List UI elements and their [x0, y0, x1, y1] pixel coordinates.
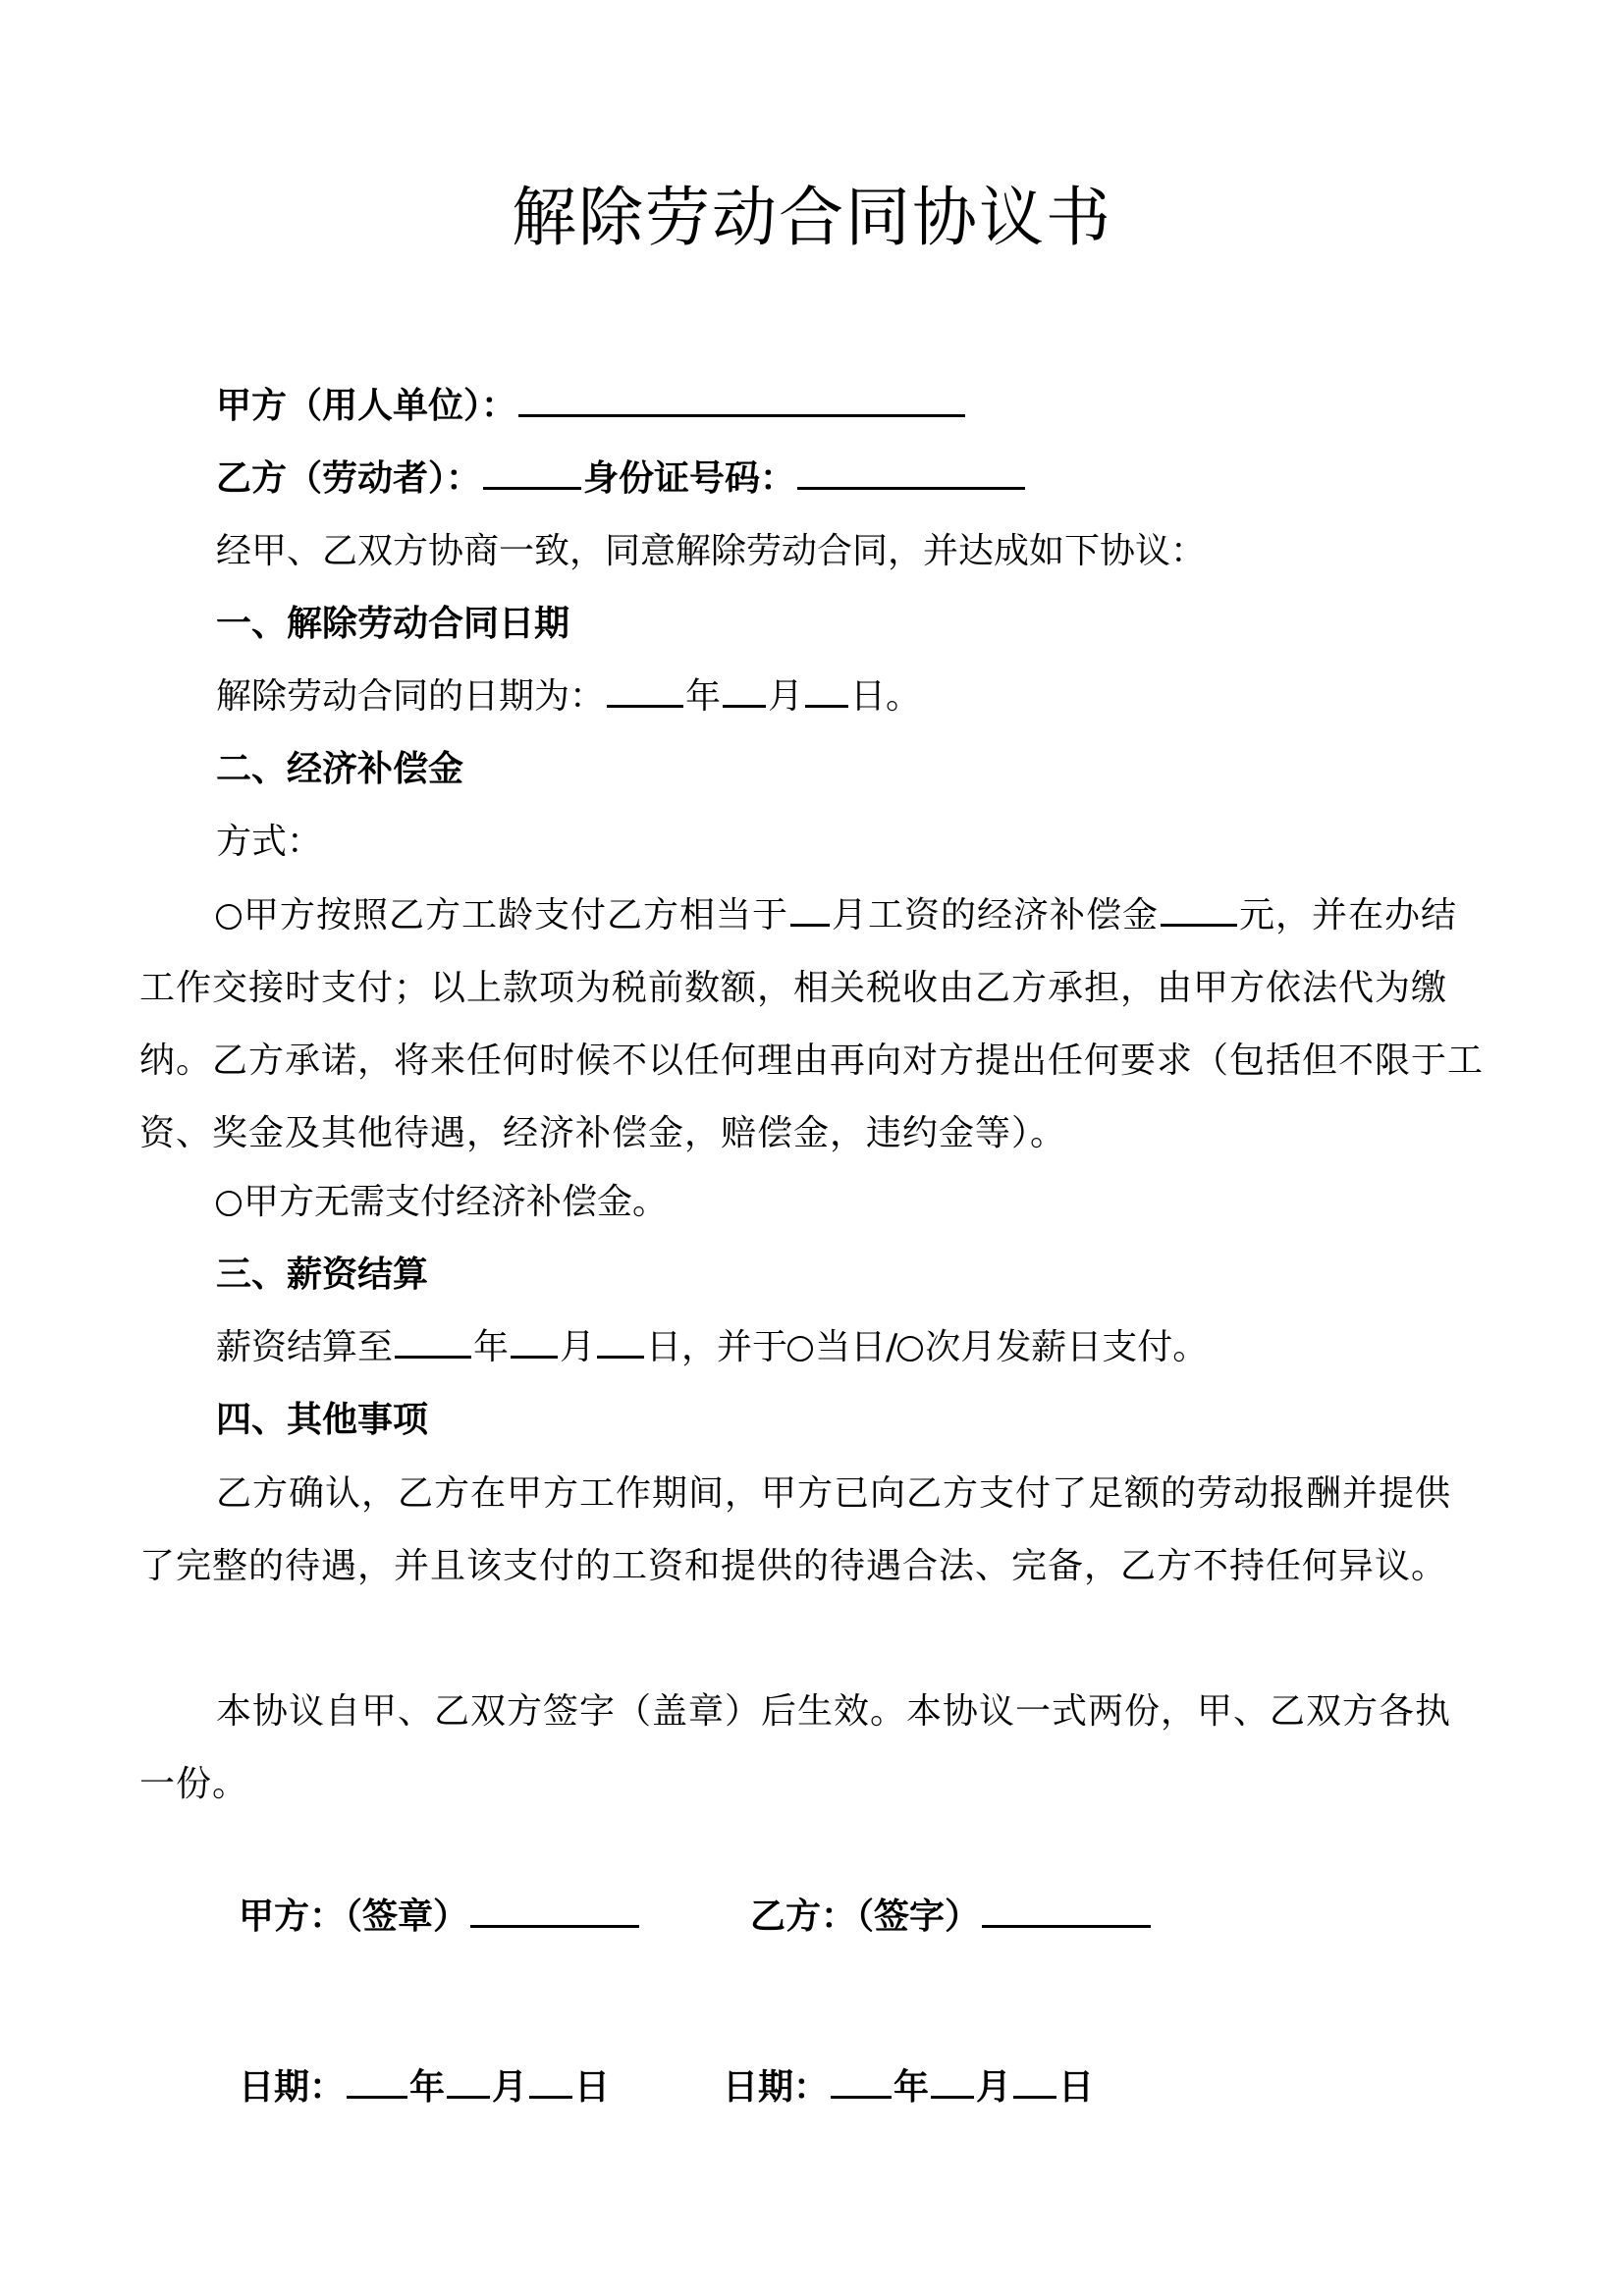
- salary-month-label: 月: [560, 1327, 596, 1367]
- party-b-id-blank: [797, 457, 1025, 490]
- party-b-signature: [750, 1889, 1153, 1939]
- party-b-year-label: 年: [893, 2067, 930, 2108]
- year-blank: [607, 675, 683, 708]
- salary-month-blank: [511, 1326, 558, 1359]
- party-a-date: [239, 2059, 610, 2109]
- compensation-option-2: [216, 1174, 668, 1224]
- pay-next-month-radio[interactable]: [897, 1336, 923, 1362]
- salary-year-label: 年: [473, 1327, 510, 1367]
- party-a-line: [216, 378, 967, 428]
- party-b-signature-label: 乙方：（签字）: [750, 1896, 981, 1937]
- month-blank: [723, 675, 766, 708]
- party-b-date: [723, 2059, 1094, 2109]
- salary-settle-label: 薪资结算至: [216, 1327, 394, 1367]
- party-a-signature: [239, 1889, 641, 1939]
- pay-today-radio[interactable]: [787, 1336, 813, 1362]
- section4-para-1: 乙方确认，乙方在甲方工作期间，甲方已向乙方支付了足额的劳动报酬并提供了完整的待遇，并且该支付的工资和提供的待遇合法、完备，乙方不持任何异议。: [139, 1473, 1452, 1586]
- pay-today-label: 当日/: [815, 1327, 898, 1367]
- day-label: 日。: [850, 676, 922, 717]
- party-b-label: 乙方（劳动者）：: [216, 458, 482, 499]
- month-label: 月: [768, 676, 804, 717]
- party-a-day-label: 日: [574, 2067, 611, 2108]
- party-a-month-label: 月: [492, 2067, 528, 2108]
- party-b-name-blank: [483, 457, 581, 490]
- section4-heading: 四、其他事项: [216, 1400, 429, 1440]
- party-b-day-label: 日: [1058, 2067, 1095, 2108]
- party-a-signature-blank: [470, 1896, 639, 1928]
- section1-heading: 一、解除劳动合同日期: [216, 604, 570, 644]
- party-b-line: [216, 451, 1027, 501]
- party-a-date-label: 日期：: [239, 2067, 346, 2108]
- year-label: 年: [685, 676, 722, 717]
- party-b-id-label: 身份证号码：: [583, 458, 796, 499]
- salary-year-blank: [395, 1326, 471, 1359]
- document-title: 解除劳动合同协议书: [512, 180, 1112, 255]
- compensation-option-1: [139, 880, 1485, 1170]
- months-blank: [790, 894, 830, 927]
- section1-text: [216, 668, 921, 719]
- option-1-radio[interactable]: [216, 904, 242, 930]
- party-b-date-label: 日期：: [723, 2067, 830, 2108]
- method-label: 方式：: [216, 822, 323, 862]
- party-b-year-blank: [831, 2066, 892, 2099]
- option-2-radio[interactable]: [216, 1191, 242, 1216]
- section4-para-2: 本协议自甲、乙双方签字（盖章）后生效。本协议一式两份，甲、乙双方各执一份。: [139, 1691, 1452, 1804]
- salary-day-label: 日，并于: [646, 1327, 788, 1367]
- salary-day-blank: [597, 1326, 644, 1359]
- pay-next-month-label: 次月发薪日支付。: [925, 1327, 1209, 1367]
- intro-text: 经甲、乙双方协商一致，同意解除劳动合同，并达成如下协议：: [216, 531, 1207, 571]
- party-a-year-blank: [347, 2066, 407, 2099]
- party-b-day-blank: [1013, 2066, 1056, 2099]
- party-a-signature-label: 甲方：（签章）: [239, 1896, 469, 1937]
- section3-heading: 三、薪资结算: [216, 1255, 429, 1295]
- section3-text: [216, 1319, 1208, 1369]
- party-b-month-label: 月: [976, 2067, 1012, 2108]
- amount-blank: [1161, 894, 1237, 927]
- party-a-day-blank: [529, 2066, 572, 2099]
- option-1-text-c: 元，并在办结工作交接时支付；以上款项为税前数额，相关税收由乙方承担，由甲方依法代为缴纳。乙方承诺，将来任何时候不以任何理由再向对方提出任何要求（包括但不限于工资、奖金及其他待遇，经济补偿金，赔偿金，违约金等）。: [139, 895, 1485, 1153]
- party-a-year-label: 年: [409, 2067, 446, 2108]
- option-2-text: 甲方无需支付经济补偿金。: [244, 1182, 669, 1222]
- party-b-month-blank: [931, 2066, 974, 2099]
- party-a-month-blank: [447, 2066, 490, 2099]
- party-a-label: 甲方（用人单位）：: [216, 386, 517, 426]
- section1-date-label: 解除劳动合同的日期为：: [216, 676, 606, 717]
- option-1-text-a: 甲方按照乙方工龄支付乙方相当于: [244, 895, 789, 935]
- party-a-blank: [518, 385, 965, 417]
- party-b-signature-blank: [982, 1896, 1151, 1928]
- option-1-text-b: 月工资的经济补偿金: [832, 895, 1160, 935]
- section2-heading: 二、经济补偿金: [216, 749, 464, 789]
- day-blank: [805, 675, 848, 708]
